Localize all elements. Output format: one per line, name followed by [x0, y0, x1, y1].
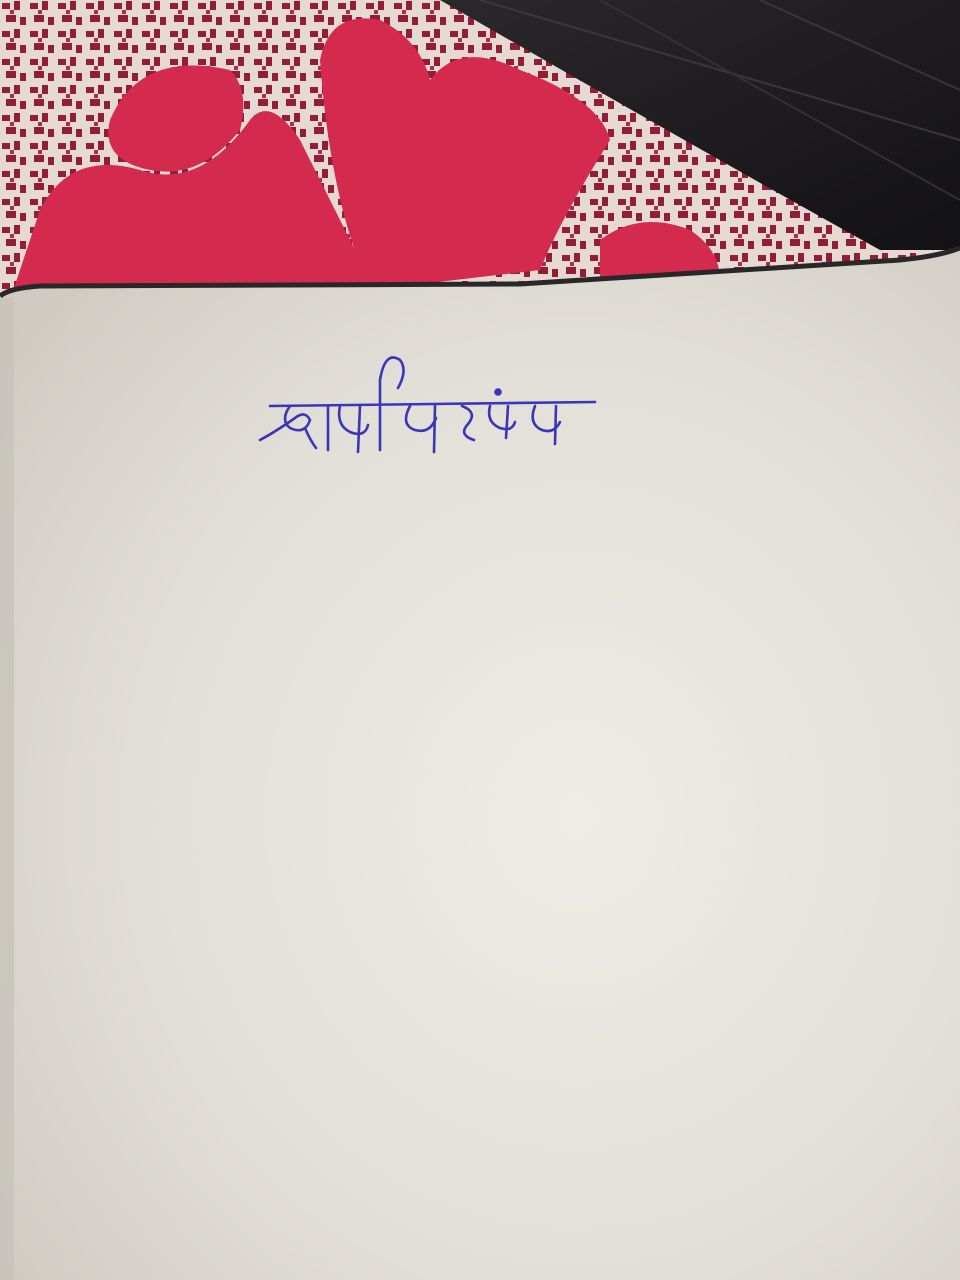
handwritten-signature [250, 340, 610, 480]
